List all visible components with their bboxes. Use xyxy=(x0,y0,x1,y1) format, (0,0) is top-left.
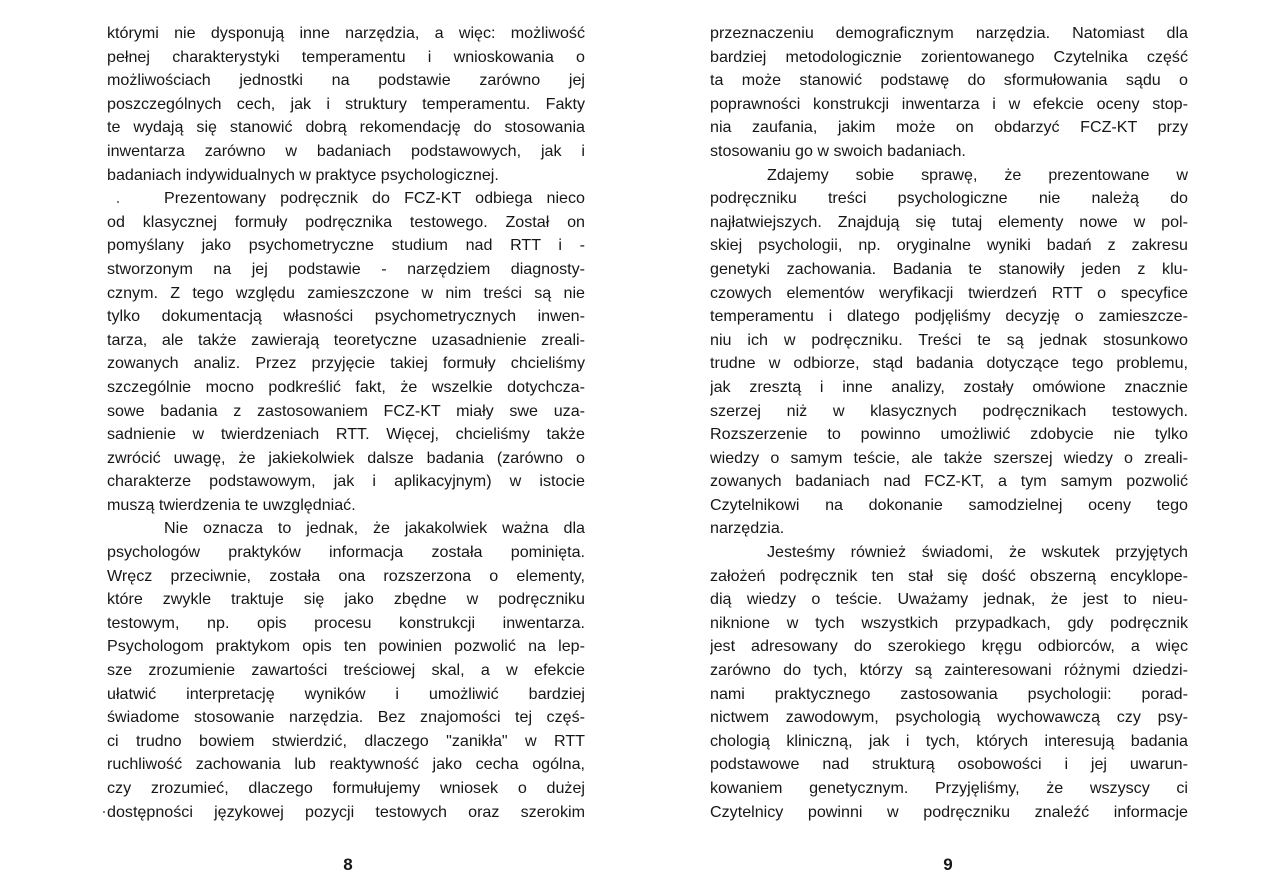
text-line: wiedzy o samym teście, ale także szerszej wiedzy o zreali- xyxy=(710,448,1188,467)
text-line: stosowaniu go w swoich badaniach. xyxy=(710,141,966,160)
text-line: Czytelnicy powinni w podręczniku znaleźć informacje xyxy=(710,802,1188,821)
text-line: stworzonym na jej podstawie - narzędziem diagnosty- xyxy=(107,259,585,278)
text-line: którymi nie dysponują inne narzędzia, a więc: możliwość xyxy=(107,24,585,42)
text-line: charakterze podstawowym, jak i aplikacyjnym) w istocie xyxy=(107,472,585,491)
text-line: czowych elementów weryfikacji twierdzeń RTT o specyfice xyxy=(710,283,1188,302)
text-line: Jesteśmy również świadomi, że wskutek przyjętych xyxy=(767,543,1188,562)
text-line: możliwościach jednostki na podstawie zarówno jej xyxy=(107,71,585,90)
text-line: niknione w tych wszystkich przypadkach, gdy podręcznik xyxy=(710,613,1188,632)
text-line: poszczególnych cech, jak i struktury temperamentu. Fakty xyxy=(107,94,585,113)
text-line: inwentarza zarówno w badaniach podstawowych, jak i xyxy=(107,141,585,160)
page-number-left: 8 xyxy=(343,855,353,874)
text-line: chologią kliniczną, jak i tych, których interesują badania xyxy=(710,731,1188,750)
text-line: Prezentowany podręcznik do FCZ-KT odbiega nieco xyxy=(164,189,585,208)
text-line: poprawności konstrukcji inwentarza i w efekcie oceny stop- xyxy=(710,94,1188,113)
text-line: badaniach indywidualnych w praktyce psychologicznej. xyxy=(107,165,499,184)
text-line: jest adresowany do szerokiego kręgu odbiorców, a więc xyxy=(710,637,1188,656)
page-number-right: 9 xyxy=(943,855,953,874)
right-page-text xyxy=(710,22,1188,824)
text-line: najłatwiejszych. Znajdują się tutaj elementy nowe w pol- xyxy=(710,212,1188,231)
text-line: Czytelnikowi na dokonanie samodzielnej oceny tego xyxy=(710,495,1188,514)
left-page-text xyxy=(107,22,585,824)
text-line: ta może stanowić podstawę do sformułowania sądu o xyxy=(710,71,1188,90)
text-line: temperamentu i dlatego podjęliśmy decyzję o zamieszcze- xyxy=(710,307,1188,326)
text-line: podstawowe nad strukturą osobowości i jej uwarun- xyxy=(710,755,1188,774)
text-line: Psychologom praktykom opis ten powinien pozwolić na lep- xyxy=(107,637,585,656)
text-line: pomyślany jako psychometryczne studium nad RTT i - xyxy=(107,236,585,255)
text-line: bardziej metodologicznie zorientowanego Czytelnika część xyxy=(710,47,1188,66)
text-line: nia zaufania, jakim może on obdarzyć FCZ-KT przy xyxy=(710,118,1188,137)
text-line: zwrócić uwagę, że jakiekolwiek dalsze badania (zarówno o xyxy=(107,448,585,467)
text-line: trudne w odbiorze, stąd badania dotyczące tego problemu, xyxy=(710,354,1188,373)
text-line: te wydają się stanowić dobrą rekomendację do stosowania xyxy=(107,118,585,137)
text-line: Zdajemy sobie sprawę, że prezentowane w xyxy=(767,165,1188,184)
text-line: psychologów praktyków informacja została pominięta. xyxy=(107,543,585,562)
text-line: szczególnie mocno podkreślić fakt, że wszelkie dotychcza- xyxy=(107,377,585,396)
text-line: ci trudno bowiem stwierdzić, dlaczego "zanikła" w RTT xyxy=(107,731,585,750)
text-line: Rozszerzenie to powinno umożliwić zdobycie nie tylko xyxy=(710,425,1188,444)
text-line: testowym, np. opis procesu konstrukcji inwentarza. xyxy=(107,613,585,632)
text-line: zowanych analiz. Przez przyjęcie takiej formuły chcieliśmy xyxy=(107,354,585,373)
text-line: jak zresztą i inne analizy, zostały omówione znacznie xyxy=(710,377,1188,396)
text-line: świadome stosowanie narzędzia. Bez znajomości tej częś- xyxy=(107,708,585,727)
text-line: muszą twierdzenia te uwzględniać. xyxy=(107,495,356,514)
text-line: skiej psychologii, np. oryginalne wyniki badań z zakresu xyxy=(710,236,1188,255)
text-line: tylko dokumentacją własności psychometrycznych inwen- xyxy=(107,307,585,326)
text-line: założeń podręcznik ten stał się dość obszerną encyklope- xyxy=(710,566,1188,585)
text-line: zowanych badaniach nad FCZ-KT, a tym samym pozwolić xyxy=(710,472,1188,491)
text-line: nictwem zawodowym, psychologią wychowawczą czy psy- xyxy=(710,708,1188,727)
scan-speck xyxy=(117,201,119,203)
text-line: zarówno do tych, którzy są zainteresowani różnymi dziedzi- xyxy=(710,661,1188,680)
text-line: tarza, ale także zawierają teoretyczne uzasadnienie zreali- xyxy=(107,330,585,349)
text-line: dią wiedzy o teście. Uważamy jednak, że jest to nieu- xyxy=(710,590,1188,609)
scan-speck xyxy=(103,811,105,813)
text-line: Wręcz przeciwnie, została ona rozszerzona o elementy, xyxy=(107,566,585,585)
text-line: czy zrozumieć, dlaczego formułujemy wniosek o dużej xyxy=(107,779,585,797)
text-line: które zwykle traktuje się jako zbędne w podręczniku xyxy=(107,590,585,609)
text-line: szerzej niż w klasycznych podręcznikach testowych. xyxy=(710,401,1188,420)
text-line: genetyki zachowania. Badania te stanowiły jeden z klu- xyxy=(710,259,1188,278)
text-line: pełnej charakterystyki temperamentu i wnioskowania o xyxy=(107,47,585,66)
text-line: niu ich w podręczniku. Treści te są jednak stosunkowo xyxy=(710,330,1188,349)
text-line: przeznaczeniu demograficznym narzędzia. Natomiast dla xyxy=(710,24,1188,42)
text-line: nami praktycznego zastosowania psychologii: porad- xyxy=(710,684,1188,703)
text-line: podręczniku treści psychologiczne nie należą do xyxy=(710,189,1188,208)
text-line: Nie oznacza to jednak, że jakakolwiek ważna dla xyxy=(164,519,585,538)
text-line: kowaniem genetycznym. Przyjęliśmy, że wszyscy ci xyxy=(710,779,1188,797)
text-line: ułatwić interpretację wyników i umożliwić bardziej xyxy=(107,684,585,703)
text-line: sadnienie w twierdzeniach RTT. Więcej, chcieliśmy także xyxy=(107,425,585,444)
text-line: cznym. Z tego względu zamieszczone w nim treści są nie xyxy=(107,283,585,302)
text-line: narzędzia. xyxy=(710,519,785,538)
text-line: ruchliwość zachowania lub reaktywność jako cecha ogólna, xyxy=(107,755,585,774)
text-line: sowe badania z zastosowaniem FCZ-KT miały swe uza- xyxy=(107,401,585,420)
text-line: dostępności językowej pozycji testowych oraz szerokim xyxy=(107,802,585,821)
text-line: sze zrozumienie zawartości treściowej skal, a w efekcie xyxy=(107,661,585,680)
text-line: od klasycznej formuły podręcznika testowego. Został on xyxy=(107,212,585,231)
